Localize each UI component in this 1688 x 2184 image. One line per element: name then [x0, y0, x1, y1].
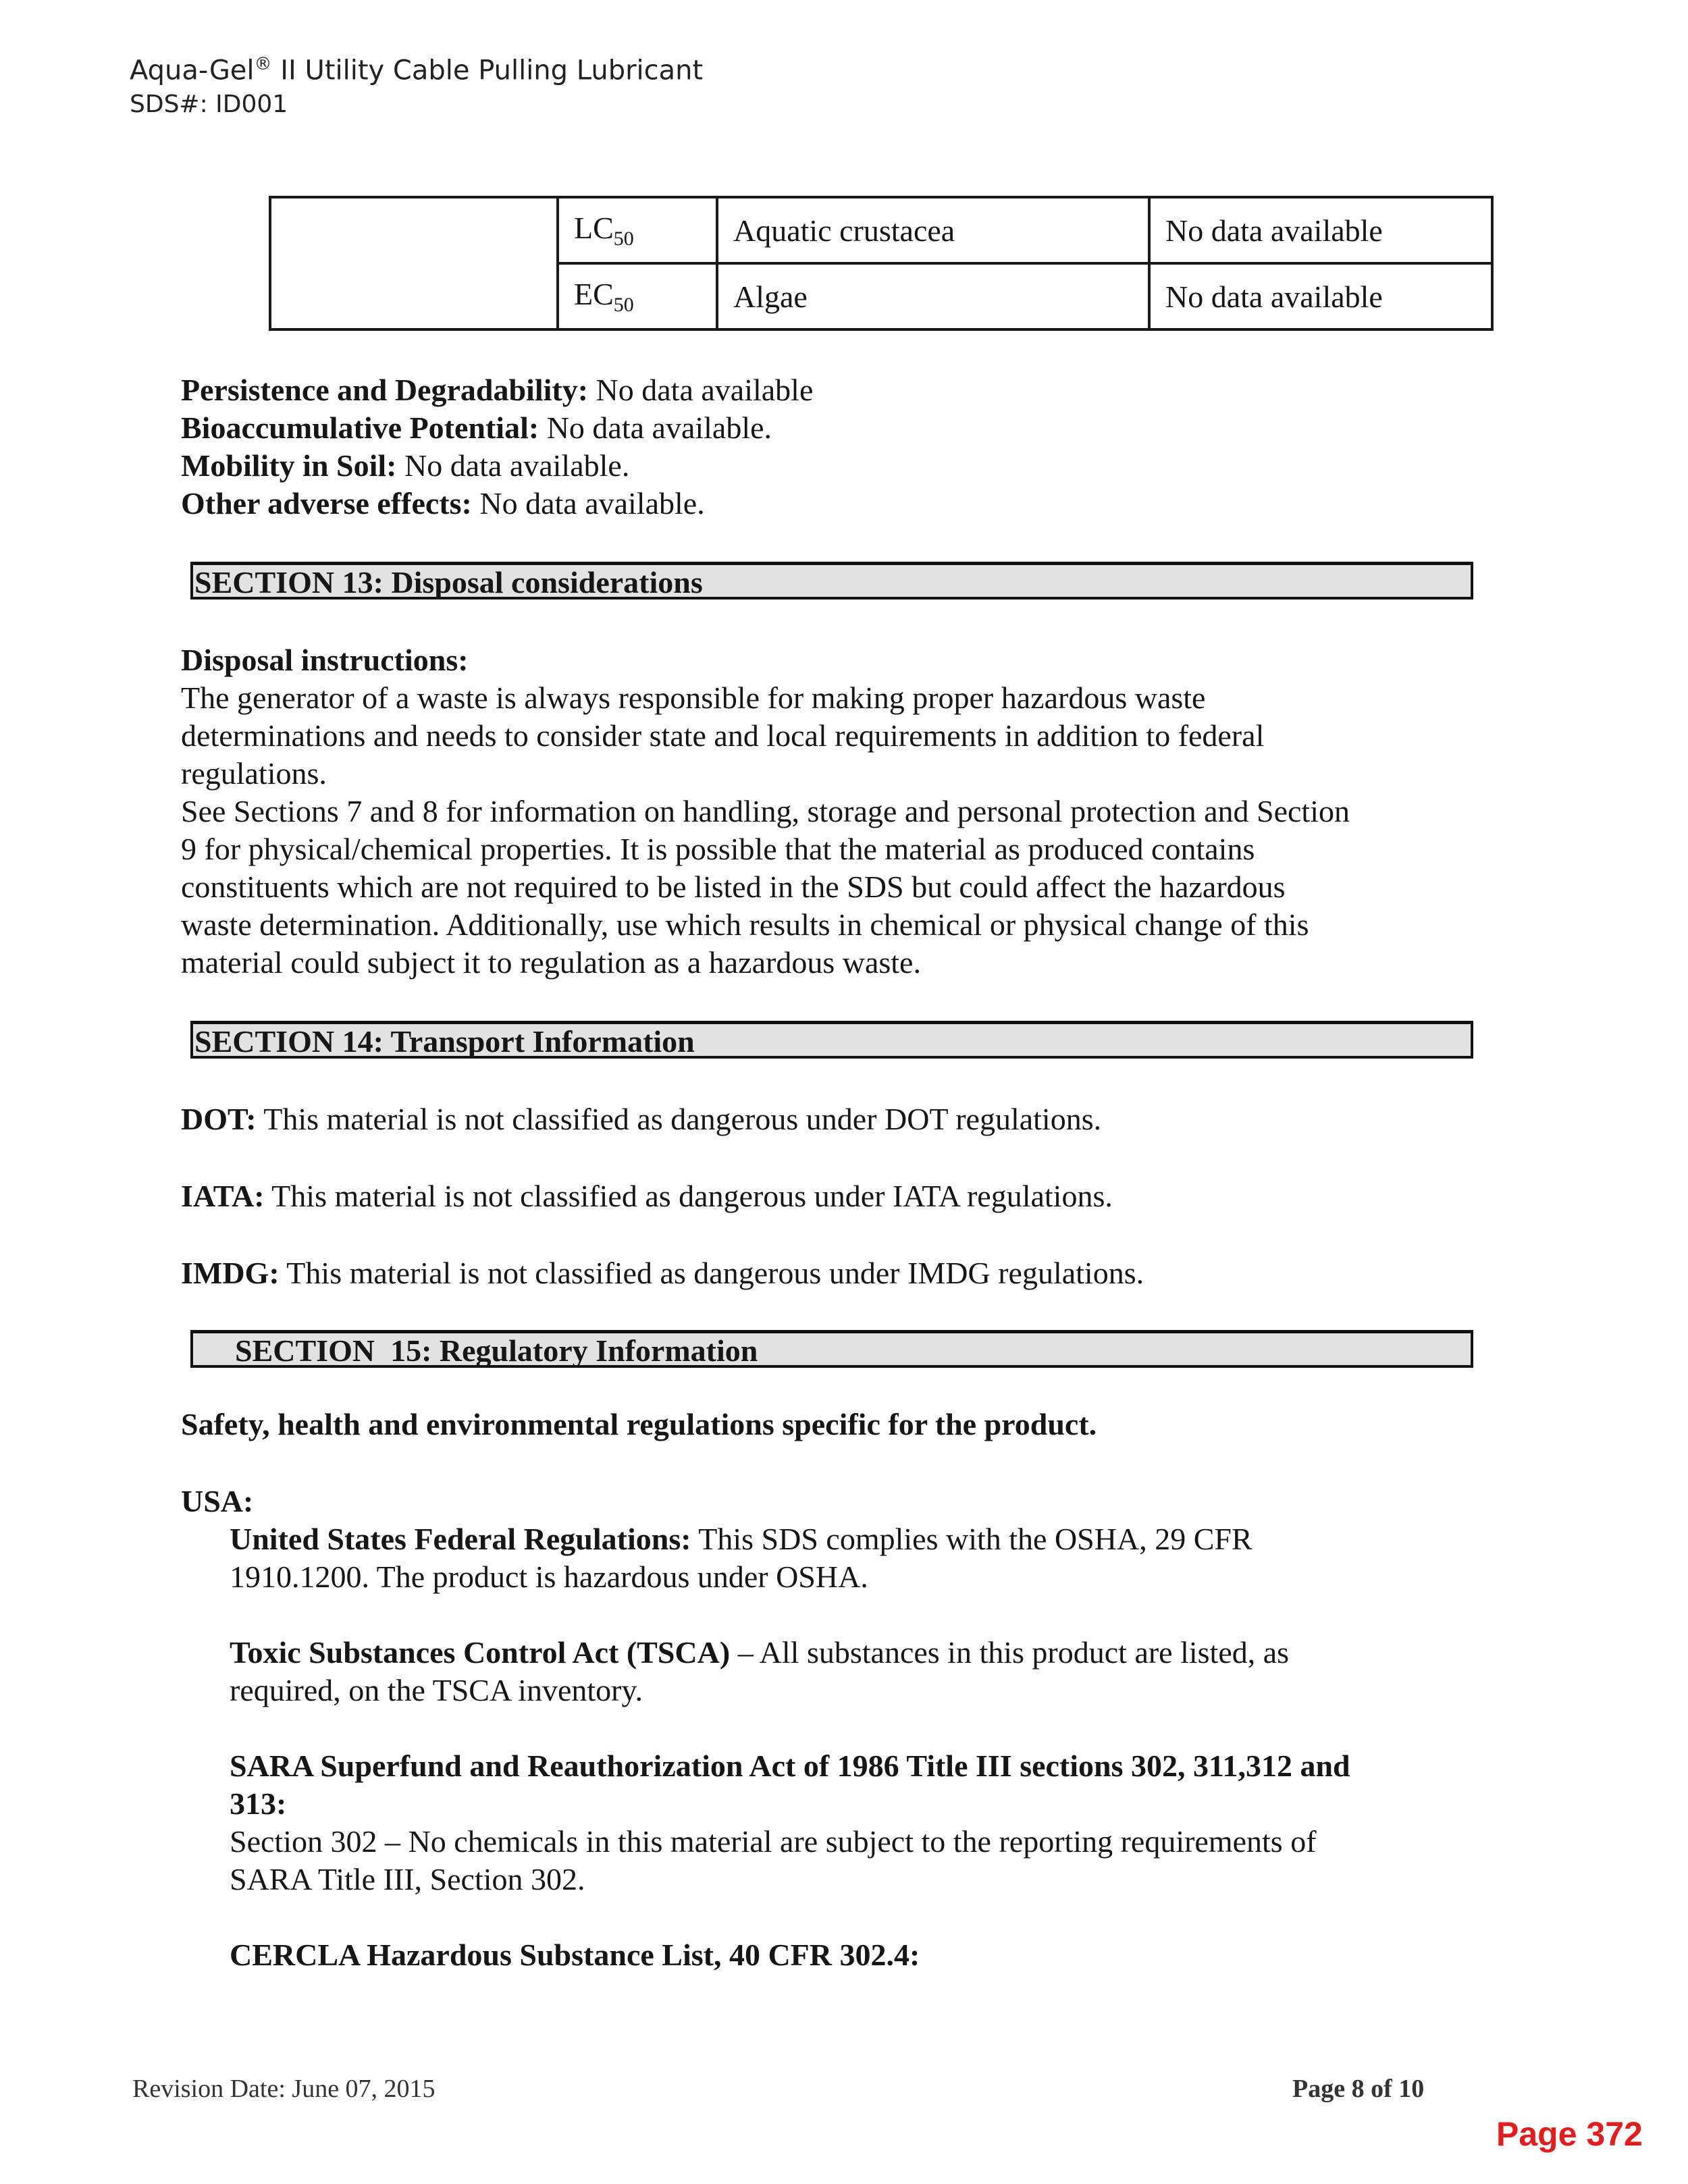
imdg-label: IMDG:: [181, 1256, 280, 1290]
document-title: [130, 54, 703, 86]
section-15-title: SECTION 15: Regulatory Information: [235, 1333, 758, 1368]
persistence-value: No data available: [588, 373, 814, 407]
page-number: Page 8 of 10: [1292, 2075, 1425, 2103]
mobility-label: Mobility in Soil:: [181, 448, 397, 483]
tsca-line-1: [230, 1634, 1289, 1672]
sara-heading-line-2: 313:: [230, 1786, 287, 1821]
bioaccumulative-label: Bioaccumulative Potential:: [181, 410, 539, 445]
sara-heading-line-1: SARA Superfund and Reauthorization Act of 1986 Title III sections 302, 311,312 and: [230, 1749, 1350, 1783]
product-name: Aqua-Gel: [130, 55, 255, 86]
disposal-line: determinations and needs to consider state and local requirements in addition to federal: [181, 718, 1265, 753]
table-cell-organism: Aquatic crustacea: [717, 197, 1149, 263]
revision-date: Revision Date: June 07, 2015: [132, 2075, 436, 2103]
cercla-heading: CERCLA Hazardous Substance List, 40 CFR 302.4:: [230, 1938, 920, 1972]
endpoint-label: EC: [574, 276, 614, 311]
federal-label: United States Federal Regulations:: [230, 1522, 691, 1556]
disposal-line: The generator of a waste is always responsible for making proper hazardous waste: [181, 681, 1206, 715]
other-effects-label: Other adverse effects:: [181, 486, 472, 521]
table-cell-empty: [270, 197, 558, 329]
imdg-text: This material is not classified as dangerous under IMDG regulations.: [279, 1256, 1144, 1290]
tsca-line-2: required, on the TSCA inventory.: [230, 1673, 643, 1707]
persistence-line: [181, 371, 813, 409]
usa-heading: USA:: [181, 1484, 254, 1518]
table-cell-value: No data available: [1149, 197, 1492, 263]
bioaccumulative-line: [181, 409, 772, 447]
federal-text: This SDS complies with the OSHA, 29 CFR: [691, 1522, 1252, 1556]
section-14-title: SECTION 14: Transport Information: [194, 1024, 695, 1059]
sds-number: SDS#: ID001: [130, 90, 288, 118]
tsca-label: Toxic Substances Control Act (TSCA): [230, 1635, 731, 1670]
disposal-line: constituents which are not required to be listed in the SDS but could affect the hazardous: [181, 870, 1286, 904]
section-15-header: [190, 1330, 1473, 1368]
product-name-rest: II Utility Cable Pulling Lubricant: [271, 55, 704, 86]
ecotoxicity-table: [269, 196, 1494, 331]
iata-line: [181, 1177, 1113, 1215]
federal-line-2: 1910.1200. The product is hazardous under OSHA.: [230, 1560, 868, 1594]
table-row: [270, 197, 1492, 263]
disposal-line: See Sections 7 and 8 for information on handling, storage and personal protection and Section: [181, 794, 1350, 828]
iata-text: This material is not classified as dangerous under IATA regulations.: [264, 1179, 1113, 1213]
table-cell-endpoint: [558, 263, 717, 329]
dot-text: This material is not classified as dangerous under DOT regulations.: [256, 1102, 1102, 1136]
other-effects-line: [181, 485, 705, 523]
disposal-line: regulations.: [181, 756, 327, 791]
tsca-text: – All substances in this product are listed, as: [730, 1635, 1290, 1670]
sara-text-line-2: SARA Title III, Section 302.: [230, 1862, 585, 1896]
section-13-title: SECTION 13: Disposal considerations: [194, 565, 703, 600]
section-13-header: [190, 562, 1473, 600]
registered-mark: ®: [254, 54, 272, 74]
imdg-line: [181, 1254, 1144, 1292]
disposal-line: material could subject it to regulation as a hazardous waste.: [181, 945, 921, 980]
mobility-value: No data available.: [396, 448, 630, 483]
endpoint-subscript: 50: [613, 294, 634, 317]
disposal-heading: Disposal instructions:: [181, 643, 469, 677]
bioaccumulative-value: No data available.: [539, 410, 772, 445]
other-effects-value: No data available.: [471, 486, 705, 521]
table-cell-endpoint: [558, 197, 717, 263]
endpoint-subscript: 50: [613, 228, 634, 250]
sara-text-line-1: Section 302 – No chemicals in this material are subject to the reporting requirements of: [230, 1824, 1317, 1859]
section-14-header: [190, 1021, 1473, 1059]
persistence-label: Persistence and Degradability:: [181, 373, 589, 407]
iata-label: IATA:: [181, 1179, 265, 1213]
dot-label: DOT:: [181, 1102, 257, 1136]
mobility-line: [181, 447, 629, 485]
dot-line: [181, 1100, 1101, 1138]
disposal-line: 9 for physical/chemical properties. It is possible that the material as produced contains: [181, 832, 1255, 866]
bates-page-stamp: Page 372: [1496, 2115, 1643, 2153]
federal-line-1: [230, 1520, 1252, 1558]
endpoint-label: LC: [574, 210, 614, 245]
regulations-intro: Safety, health and environmental regulations specific for the product.: [181, 1407, 1097, 1441]
table-cell-value: No data available: [1149, 263, 1492, 329]
disposal-line: waste determination. Additionally, use which results in chemical or physical change of this: [181, 907, 1309, 942]
table-cell-organism: Algae: [717, 263, 1149, 329]
